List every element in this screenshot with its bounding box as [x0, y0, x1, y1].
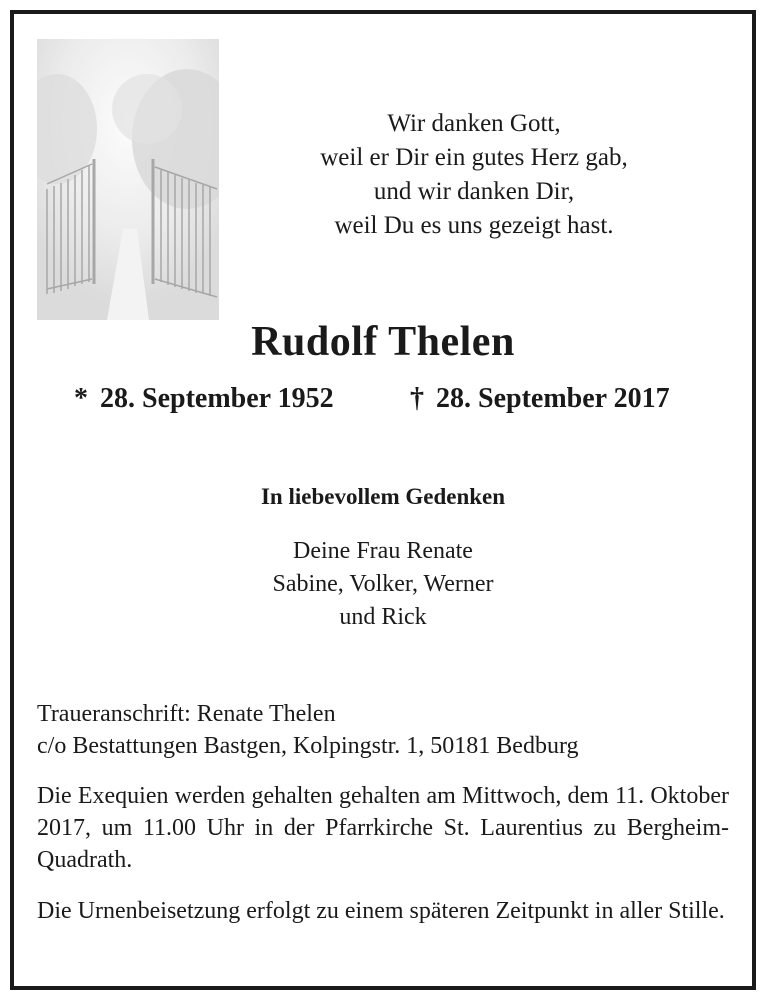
urn-burial-text: Die Urnenbeisetzung erfolgt zu einem späteren Zeitpunkt in aller Stille. [37, 898, 725, 924]
family-line: Deine Frau Renate [293, 538, 473, 564]
gate-illustration [37, 39, 219, 320]
cross-icon: † [410, 383, 424, 414]
poem-line: und wir danken Dir, [373, 178, 575, 205]
poem-line: weil er Dir ein gutes Herz gab, [320, 144, 628, 171]
mourning-address [37, 698, 729, 762]
exequien-text: Die Exequien werden gehalten gehalten am Mittwoch, dem 11. Oktober 2017, um 11.00 Uhr in der Pfarrkirche St. Laurentius zu Bergheim-Quadrath. [37, 783, 729, 873]
poem-line: Wir danken Gott, [387, 110, 561, 137]
birth-date-block [74, 383, 334, 415]
death-date: 28. September 2017 [436, 383, 670, 414]
address-line: c/o Bestattungen Bastgen, Kolpingstr. 1, 50181 Bedburg [37, 733, 579, 759]
memory-heading: In liebevollem Gedenken [260, 484, 506, 509]
life-dates [0, 383, 766, 423]
family-line: und Rick [339, 604, 427, 630]
poem-line: weil Du es uns gezeigt hast. [334, 212, 614, 239]
family-line: Sabine, Volker, Werner [272, 571, 494, 597]
deceased-name: Rudolf Thelen [251, 319, 515, 365]
death-date-block [410, 383, 670, 415]
family-list [0, 535, 766, 634]
gate-photo [37, 39, 219, 320]
poem [262, 107, 686, 243]
birth-star-icon: * [74, 383, 88, 414]
address-line: Traueranschrift: Renate Thelen [37, 701, 336, 727]
birth-date: 28. September 1952 [100, 383, 334, 414]
